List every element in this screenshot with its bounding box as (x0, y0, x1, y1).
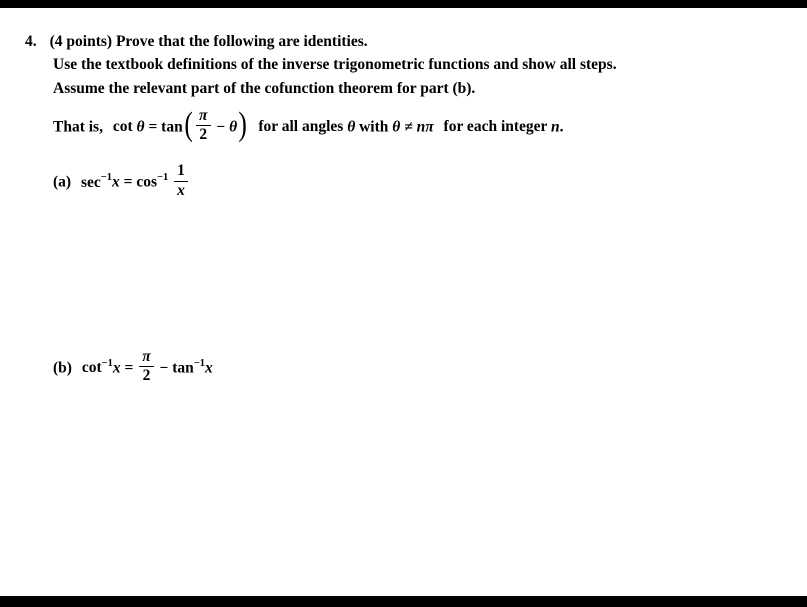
denominator-2: 2 (142, 367, 151, 385)
theta-variable: θ (136, 118, 145, 136)
problem-statement: (4 points) Prove that the following are identities. (49, 33, 368, 50)
inverse-superscript: −1 (193, 357, 206, 369)
theta-variable-2: θ (229, 118, 238, 136)
tail-text-2: with (359, 118, 389, 136)
minus-sign: − (216, 118, 226, 136)
minus-sign: − (159, 359, 169, 377)
problem-content (25, 30, 795, 386)
instruction-line-1: Use the textbook definitions of the inverse trigonometric functions and show all steps. (53, 56, 617, 74)
bottom-black-bar (0, 596, 807, 607)
instruction-line-2: Assume the relevant part of the cofunction theorem for part (b). (53, 79, 476, 97)
problem-number: 4. (25, 33, 37, 50)
inverse-superscript: −1 (100, 172, 112, 184)
denominator-x: x (177, 181, 185, 199)
pi-numerator: π (196, 108, 210, 126)
x-variable: x (112, 359, 121, 377)
tail-text-3: for each integer (443, 118, 548, 136)
condition-expression: θ ≠ nπ (392, 118, 434, 136)
numerator-1: 1 (174, 163, 188, 181)
problem-statement-line (25, 30, 795, 53)
equals-sign: = (123, 173, 133, 191)
equals-sign: = (124, 359, 134, 377)
tan-function: tan (161, 118, 183, 136)
one-over-x-fraction (174, 163, 188, 199)
x-variable: x (111, 173, 120, 191)
inverse-superscript: −1 (101, 357, 113, 369)
period-text: . (559, 118, 564, 136)
pi-over-2-fraction (196, 108, 210, 144)
part-b-label: (b) (53, 359, 72, 377)
part-b-line (53, 347, 795, 387)
cot-function: cot (112, 118, 133, 136)
that-is-text: That is, (53, 118, 103, 136)
part-a-line (53, 162, 795, 201)
pi-numerator: π (139, 349, 153, 367)
cofunction-identity-line: That is, cot θ = tan( $\frac{\pi}{2}$ − θ) for all angles θ with θ ≠ nπ for each integer n. (53, 105, 564, 144)
theta-variable-3: θ (347, 118, 356, 136)
sec-function: sec (80, 173, 101, 191)
top-black-bar (0, 0, 807, 8)
part-a-label: (a) (53, 173, 72, 191)
cot-function: cot (81, 359, 102, 377)
inverse-superscript: −1 (157, 172, 169, 184)
x-variable-2: x (205, 359, 213, 377)
equals-sign: = (148, 118, 158, 136)
denominator-2: 2 (199, 126, 208, 144)
tail-text-1: for all angles (258, 118, 344, 136)
n-variable: n (551, 118, 560, 136)
tan-function: tan (172, 359, 194, 377)
cos-function: cos (136, 173, 157, 191)
pi-over-2-fraction (139, 349, 153, 385)
